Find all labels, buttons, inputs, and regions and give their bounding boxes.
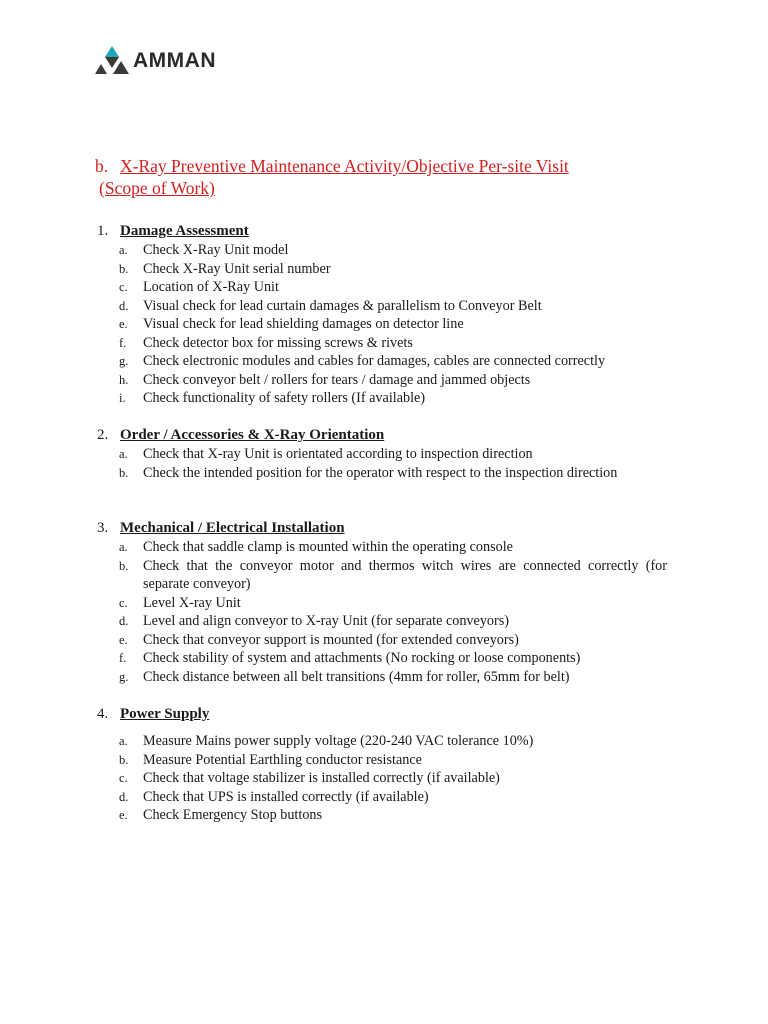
item-text: Level and align conveyor to X-ray Unit (for separate conveyors): [143, 613, 509, 629]
list-item: [119, 464, 667, 483]
heading-line-2: (Scope of Work): [99, 178, 215, 198]
section-number: 2.: [97, 427, 109, 443]
item-text: Check X-Ray Unit model: [143, 242, 289, 258]
list-item: [119, 334, 667, 353]
section-title: Power Supply: [120, 706, 210, 722]
item-letter: b.: [119, 752, 129, 767]
list-item: [119, 538, 667, 557]
item-text: Check the intended position for the operator with respect to the inspection direction: [143, 464, 618, 481]
list-item: [119, 297, 667, 316]
item-text: Check Emergency Stop buttons: [143, 807, 323, 823]
item-text: Check detector box for missing screws & rivets: [143, 334, 413, 351]
item-text: Check that saddle clamp is mounted within the operating console: [143, 539, 513, 555]
list-item: [119, 557, 667, 594]
item-letter: f.: [119, 335, 127, 350]
item-text: Location of X-Ray Unit: [143, 279, 279, 295]
section-number: 4.: [97, 706, 109, 722]
item-text: Measure Mains power supply voltage (220-240 VAC tolerance 10%): [143, 733, 534, 749]
item-text: Measure Potential Earthling conductor resistance: [143, 751, 422, 768]
item-text: Check distance between all belt transitions (4mm for roller, 65mm for belt): [143, 668, 570, 685]
item-letter: b.: [119, 261, 129, 276]
item-text: Check that the conveyor motor and thermos witch wires are connected correctly (for separate conveyor): [143, 557, 667, 592]
list-item: [119, 260, 667, 279]
list-item: [119, 278, 667, 297]
item-text: Check X-Ray Unit serial number: [143, 260, 331, 277]
item-text: Visual check for lead shielding damages on detector line: [143, 316, 464, 332]
item-text: Check that UPS is installed correctly (if available): [143, 788, 429, 805]
item-letter: a.: [119, 243, 128, 257]
section-order-orientation: [97, 426, 667, 482]
section-heading: [97, 222, 667, 241]
list-item: [119, 732, 667, 751]
list-item: [119, 612, 667, 631]
item-list: [97, 538, 667, 686]
item-letter: g.: [119, 669, 129, 684]
item-letter: d.: [119, 298, 129, 313]
list-item: [119, 788, 667, 807]
item-letter: c.: [119, 595, 128, 610]
item-text: Check that conveyor support is mounted (for extended conveyors): [143, 631, 519, 648]
item-list: [97, 732, 667, 825]
brand-logo: [95, 44, 216, 78]
section-power-supply: [97, 705, 667, 825]
item-letter: f.: [119, 651, 127, 665]
list-item: [119, 315, 667, 334]
item-text: Check stability of system and attachments (No rocking or loose components): [143, 650, 581, 666]
item-letter: e.: [119, 632, 128, 647]
section-number: 3.: [97, 520, 109, 536]
section-heading: [97, 426, 667, 445]
item-letter: a.: [119, 540, 128, 554]
item-letter: a.: [119, 734, 128, 748]
section-mechanical-electrical: [97, 519, 667, 686]
list-item: [119, 445, 667, 464]
item-letter: b.: [119, 558, 129, 573]
brand-name: AMMAN: [133, 49, 216, 72]
list-item: [119, 649, 667, 668]
item-letter: c.: [119, 280, 128, 294]
item-letter: d.: [119, 789, 129, 804]
section-number: 1.: [97, 223, 109, 239]
item-letter: h.: [119, 372, 129, 387]
list-item: [119, 389, 667, 408]
heading-line-1: X-Ray Preventive Maintenance Activity/Objective Per-site Visit: [120, 156, 569, 176]
item-text: Level X-ray Unit: [143, 594, 241, 611]
item-letter: b.: [119, 465, 129, 480]
section-damage-assessment: [97, 222, 667, 408]
list-item: [119, 371, 667, 390]
item-text: Check conveyor belt / rollers for tears / damage and jammed objects: [143, 371, 531, 388]
item-text: Check that X-ray Unit is orientated according to inspection direction: [143, 446, 533, 462]
item-letter: e.: [119, 317, 128, 331]
item-letter: i.: [119, 391, 126, 405]
list-item: [119, 631, 667, 650]
item-text: Check functionality of safety rollers (If available): [143, 390, 426, 406]
item-letter: a.: [119, 447, 128, 461]
section-title: Damage Assessment: [120, 223, 249, 239]
item-letter: g.: [119, 354, 129, 368]
list-item: [119, 751, 667, 770]
item-text: Check electronic modules and cables for damages, cables are connected correctly: [143, 353, 606, 369]
item-list: [97, 445, 667, 482]
item-letter: d.: [119, 614, 129, 628]
item-text: Check that voltage stabilizer is installed correctly (if available): [143, 770, 500, 786]
document-heading: [95, 155, 695, 199]
list-item: [119, 352, 667, 371]
list-item: [119, 668, 667, 687]
section-title: Mechanical / Electrical Installation: [120, 520, 345, 536]
list-item: [119, 769, 667, 788]
item-list: [97, 241, 667, 408]
section-heading: [97, 705, 667, 724]
heading-letter: b.: [95, 156, 109, 176]
item-letter: e.: [119, 808, 128, 822]
section-title: Order / Accessories & X-Ray Orientation: [120, 427, 385, 443]
list-item: [119, 241, 667, 260]
list-item: [119, 806, 667, 825]
item-letter: c.: [119, 771, 128, 785]
item-text: Visual check for lead curtain damages & parallelism to Conveyor Belt: [143, 297, 542, 314]
amman-mountain-logo-icon: [95, 44, 129, 78]
list-item: [119, 594, 667, 613]
section-heading: [97, 519, 667, 538]
